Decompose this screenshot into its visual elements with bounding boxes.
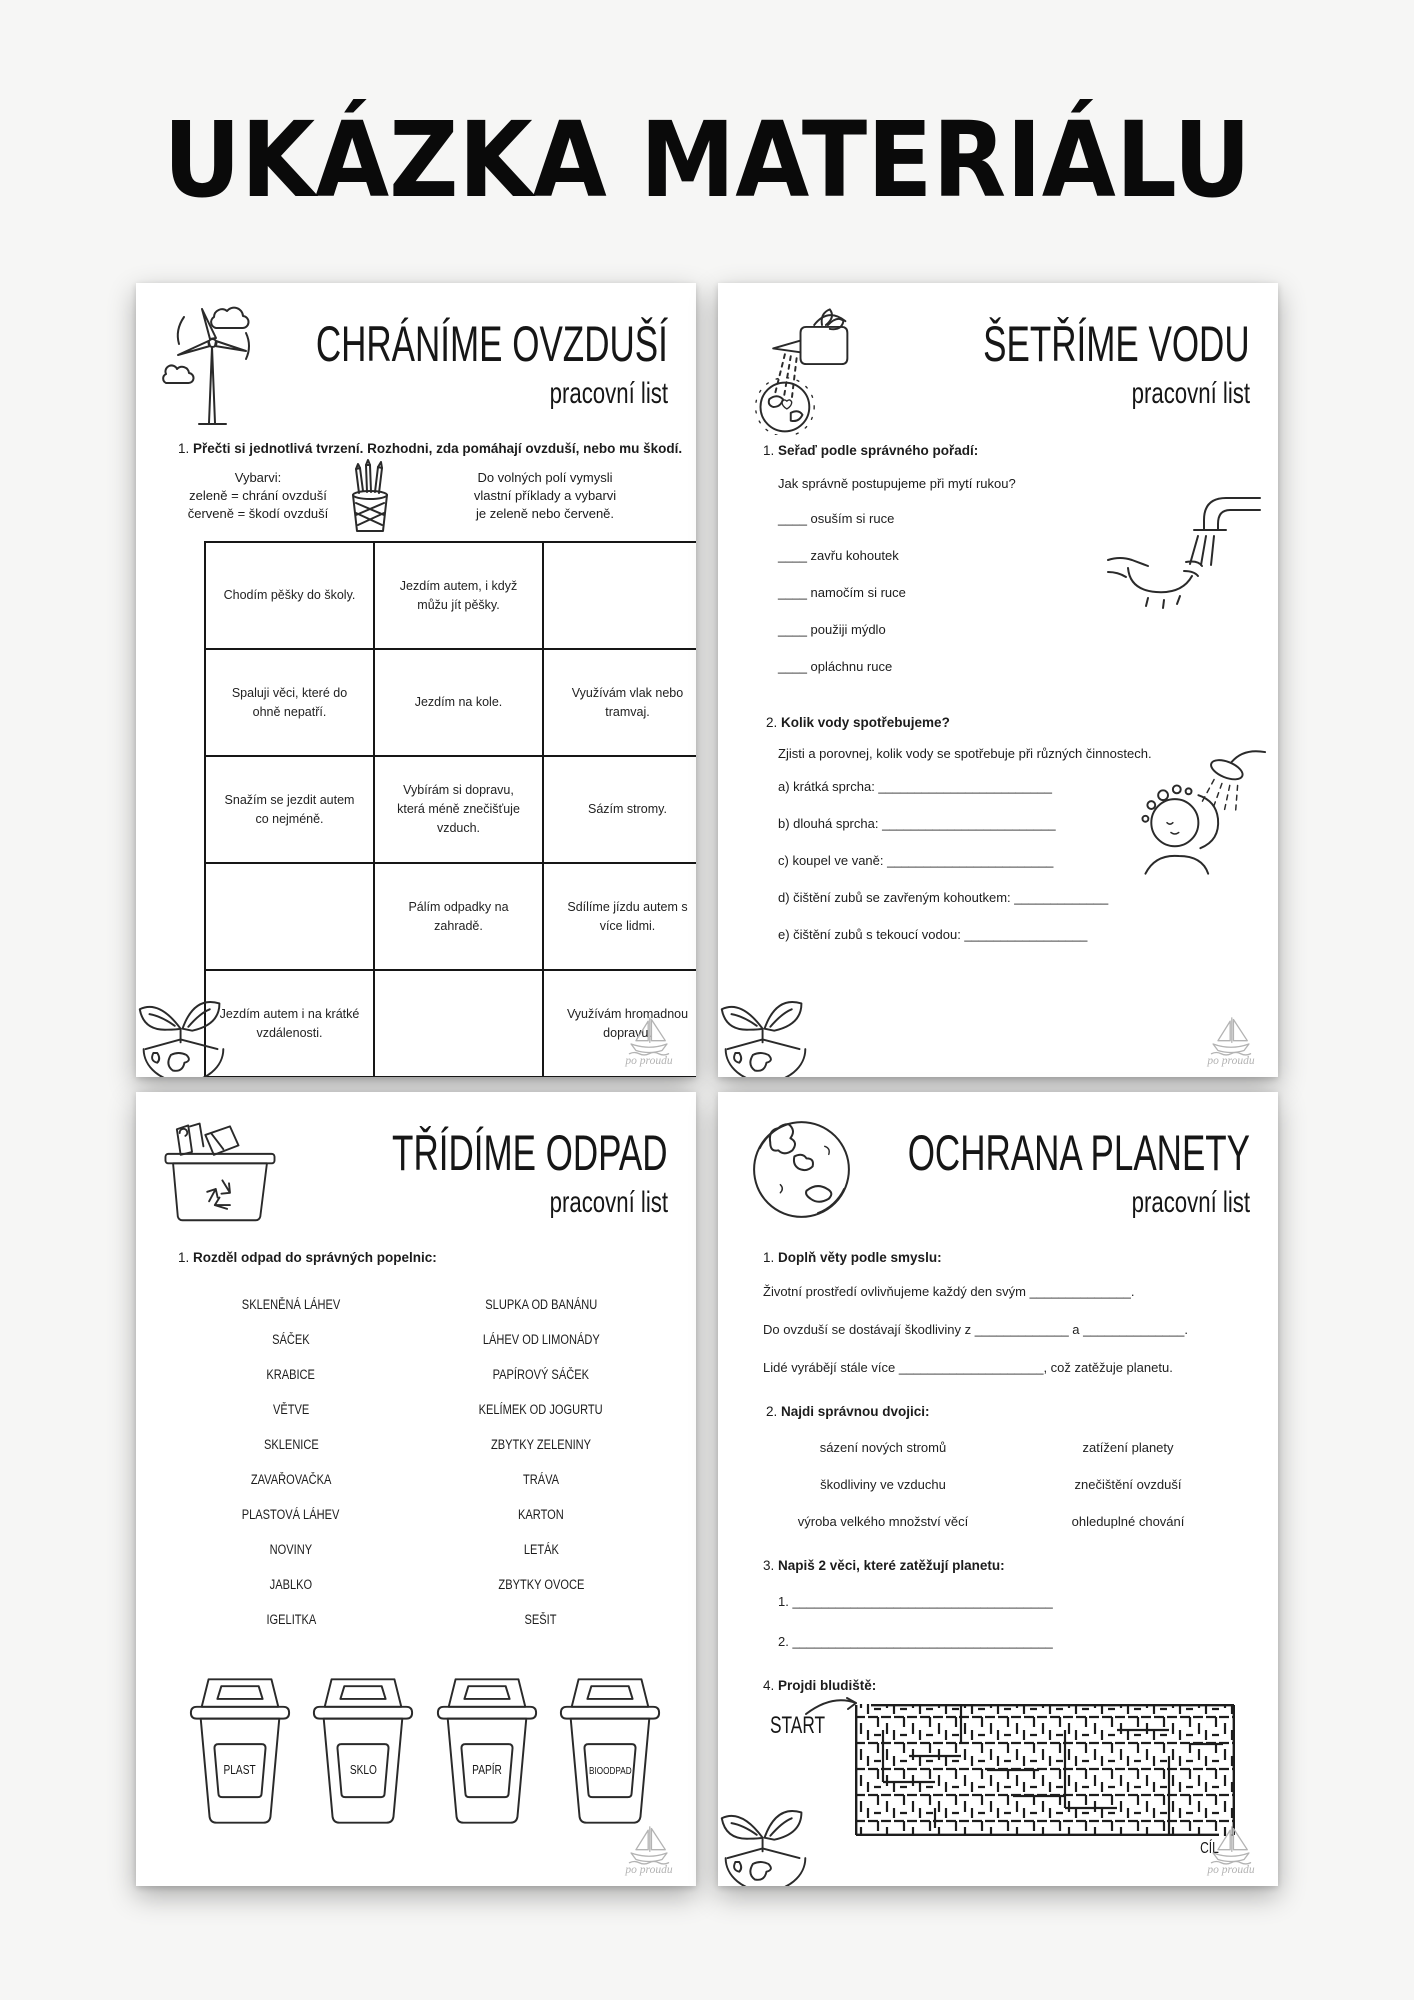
table-row (205, 756, 696, 863)
trash-bin-icon (185, 1672, 295, 1830)
publisher-logo (1194, 1013, 1268, 1067)
order-item: ____ namočím si ruce (778, 585, 906, 600)
worksheet-air-subtitle: pracovní list (549, 377, 668, 410)
worksheet-air (136, 283, 696, 1077)
waste-item: SKLENICE (263, 1437, 319, 1452)
write-line: 1. ____________________________________ (778, 1594, 1053, 1609)
order-item: ____ opláchnu ruce (778, 659, 893, 674)
water-task1-number: 1. (763, 443, 775, 458)
air-cell-r1c2: Jezdím autem, i když můžu jít pěšky. (374, 542, 543, 649)
table-row (205, 863, 696, 970)
air-cell-r5c3: Využívám hromadnou dopravu. (543, 970, 696, 1077)
waste-item: JABLKO (269, 1577, 313, 1592)
air-task1-number: 1. (178, 441, 190, 456)
planet-task1-heading (763, 1250, 942, 1265)
waste-column-2 (421, 1298, 661, 1648)
worksheet-planet-header (761, 1125, 1250, 1220)
publisher-logo-text: po proudu (625, 1055, 673, 1067)
watering-can-earth-icon (740, 297, 862, 435)
order-item: ____ použiji mýdlo (778, 622, 886, 637)
bin-label: BIOODPAD (588, 1765, 632, 1777)
air-cell-r4c1 (205, 863, 374, 970)
bin-label: PLAST (223, 1762, 257, 1777)
planet-task2-text: Najdi správnou dvojici: (781, 1404, 930, 1419)
worksheet-planet (718, 1092, 1278, 1886)
page-title: UKÁZKA MATERIÁLU (163, 99, 1251, 221)
worksheet-waste-subtitle: pracovní list (549, 1186, 668, 1219)
bin-bio (555, 1672, 665, 1832)
planet-task1-text: Doplň věty podle smyslu: (778, 1250, 942, 1265)
water-task2-text: Kolik vody spotřebujeme? (781, 715, 950, 730)
trash-bin-icon (555, 1672, 665, 1830)
waste-item: VĚTVE (272, 1402, 310, 1417)
planet-task4-number: 4. (763, 1678, 775, 1693)
air-cell-r3c1: Snažím se jezdit autem co nejméně. (205, 756, 374, 863)
write-line: 2. ____________________________________ (778, 1634, 1053, 1649)
air-cell-r1c1: Chodím pěšky do školy. (205, 542, 374, 649)
planet-task3-heading (763, 1558, 1005, 1573)
planet-task3-text: Napiš 2 věci, které zatěžují planetu: (778, 1558, 1005, 1573)
plant-earth-icon (718, 989, 816, 1077)
planet-task4-text: Projdi bludiště: (778, 1678, 877, 1693)
pair-item-right: znečištění ovzduší (1074, 1477, 1182, 1492)
maze-end-label: CÍL (1199, 1840, 1219, 1857)
fill-sentence: Do ovzduší se dostávají škodliviny z _____________ a ______________. (763, 1322, 1188, 1337)
worksheet-water-title: ŠETŘÍME VODU (983, 316, 1250, 372)
waste-item: ZAVAŘOVAČKA (250, 1472, 332, 1487)
air-side-note: Do volných polí vymysli vlastní příklady a vybarvi je zeleně nebo červeně. (473, 470, 617, 522)
worksheet-planet-subtitle: pracovní list (1131, 1186, 1250, 1219)
bin-glass (308, 1672, 418, 1832)
fill-sentence: Životní prostředí ovlivňujeme každý den svým ______________. (763, 1284, 1135, 1299)
planet-task3-number: 3. (763, 1558, 775, 1573)
air-cell-r4c3: Sdílíme jízdu autem s více lidmi. (543, 863, 696, 970)
publisher-logo-text: po proudu (1207, 1055, 1255, 1067)
waste-item: SÁČEK (272, 1332, 310, 1347)
worksheet-air-header (165, 316, 668, 411)
air-cell-r2c1: Spaluji věci, které do ohně nepatří. (205, 649, 374, 756)
table-row (205, 542, 696, 649)
pair-item-right: zatížení planety (1082, 1440, 1174, 1455)
maze (855, 1704, 1235, 1836)
pair-item-right: ohleduplné chování (1071, 1514, 1185, 1529)
hand-washing-icon (1090, 488, 1262, 613)
waste-item: ZBYTKY ZELENINY (490, 1437, 592, 1452)
worksheet-water-subtitle: pracovní list (1131, 377, 1250, 410)
sailboat-icon (617, 1013, 681, 1057)
worksheet-planet-title: OCHRANA PLANETY (907, 1125, 1250, 1181)
waste-task1-number: 1. (178, 1250, 190, 1265)
sailboat-icon (1199, 1013, 1263, 1057)
order-item: ____ zavřu kohoutek (778, 548, 899, 563)
worksheet-waste (136, 1092, 696, 1886)
maze-start-label: START (770, 1712, 826, 1739)
plant-earth-icon (718, 1798, 816, 1886)
water-task1-heading (763, 443, 978, 458)
usage-item: b) dlouhá sprcha: ________________________ (778, 816, 1056, 831)
usage-item: d) čištění zubů se zavřeným kohoutkem: _____________ (778, 890, 1109, 905)
waste-item: PAPÍROVÝ SÁČEK (492, 1367, 590, 1382)
planet-task2-number: 2. (766, 1404, 778, 1419)
worksheet-water (718, 283, 1278, 1077)
waste-task1-heading (178, 1250, 437, 1265)
bin-paper (432, 1672, 542, 1832)
water-question: Jak správně postupujeme při mytí rukou? (778, 476, 1016, 491)
waste-item: SLUPKA OD BANÁNU (485, 1297, 597, 1312)
usage-item: a) krátká sprcha: ________________________ (778, 779, 1052, 794)
worksheet-waste-header (274, 1125, 668, 1220)
waste-item: KARTON (518, 1507, 564, 1522)
order-item: ____ osuším si ruce (778, 511, 895, 526)
waste-item: SKLENĚNÁ LÁHEV (241, 1297, 341, 1312)
publisher-logo-text: po proudu (1207, 1864, 1255, 1876)
publisher-logo (612, 1013, 686, 1067)
air-cell-r3c2: Vybírám si dopravu, která méně znečišťuje vzduch. (374, 756, 543, 863)
table-row (205, 649, 696, 756)
pair-item-left: sázení nových stromů (819, 1440, 947, 1455)
waste-item: PLASTOVÁ LÁHEV (242, 1507, 340, 1522)
plant-earth-icon (136, 989, 234, 1077)
bin-label: PAPÍR (472, 1762, 502, 1777)
pair-item-left: výroba velkého množství věcí (797, 1514, 969, 1529)
trash-bin-icon (308, 1672, 418, 1830)
air-claims-table (204, 541, 696, 1077)
air-task1-heading (178, 441, 682, 456)
waste-item: TRÁVA (522, 1472, 560, 1487)
air-cell-r2c3: Využívám vlak nebo tramvaj. (543, 649, 696, 756)
waste-item: IGELITKA (266, 1612, 316, 1627)
air-cell-r1c3 (543, 542, 696, 649)
water-task2-number: 2. (766, 715, 778, 730)
waste-item: SEŠIT (524, 1612, 557, 1627)
pencil-cup-icon (344, 457, 396, 535)
water-task1-text: Seřaď podle správného pořadí: (778, 443, 979, 458)
waste-item: NOVINY (269, 1542, 313, 1557)
waste-item: KRABICE (266, 1367, 316, 1382)
arrow-icon (804, 1692, 862, 1718)
air-task1-text: Přečti si jednotlivá tvrzení. Rozhodni, zda pomáhají ovzduší, nebo mu škodí. (193, 441, 683, 456)
planet-task2-heading (766, 1404, 930, 1419)
air-cell-r2c2: Jezdím na kole. (374, 649, 543, 756)
planet-task4-heading (763, 1678, 876, 1693)
air-cell-r5c2 (374, 970, 543, 1077)
publisher-logo (612, 1822, 686, 1876)
air-cell-r5c1: Jezdím autem i na krátké vzdálenosti. (205, 970, 374, 1077)
waste-item: ZBYTKY OVOCE (498, 1577, 584, 1592)
usage-item: e) čištění zubů s tekoucí vodou: _________________ (778, 927, 1088, 942)
fill-sentence: Lidé vyrábějí stále více ____________________, což zatěžuje planetu. (763, 1360, 1173, 1375)
water-order-list (778, 511, 906, 696)
publisher-logo (1194, 1822, 1268, 1876)
publisher-logo-text: po proudu (625, 1864, 673, 1876)
planet-task1-number: 1. (763, 1250, 775, 1265)
sailboat-icon (1199, 1822, 1263, 1866)
air-cell-r3c3: Sázím stromy. (543, 756, 696, 863)
worksheet-water-header (869, 316, 1250, 411)
waste-item: LÁHEV OD LIMONÁDY (482, 1332, 600, 1347)
sailboat-icon (617, 1822, 681, 1866)
usage-item: c) koupel ve vaně: _______________________ (778, 853, 1054, 868)
water-task2-description: Zjisti a porovnej, kolik vody se spotřebuje při různých činnostech. (778, 746, 1152, 761)
worksheet-waste-title: TŘÍDÍME ODPAD (392, 1125, 668, 1181)
water-task2-heading (766, 715, 950, 730)
water-usage-list (778, 779, 1108, 964)
shower-icon (1116, 728, 1268, 886)
waste-task1-text: Rozděl odpad do správných popelnic: (193, 1250, 437, 1265)
waste-item: KELÍMEK OD JOGURTU (478, 1402, 604, 1417)
pair-item-left: škodliviny ve vzduchu (820, 1477, 946, 1492)
waste-column-1 (171, 1298, 411, 1648)
air-color-legend: Vybarvi: zeleně = chrání ovzduší červeně = škodí ovzduší (187, 470, 329, 522)
waste-item: LETÁK (523, 1542, 559, 1557)
trash-bin-icon (432, 1672, 542, 1830)
air-cell-r4c2: Pálím odpadky na zahradě. (374, 863, 543, 970)
bin-plastic (185, 1672, 295, 1832)
worksheet-air-title: CHRÁNÍME OVZDUŠÍ (316, 316, 668, 372)
recycle-box-icon (156, 1116, 284, 1224)
bin-label: SKLO (349, 1762, 377, 1777)
